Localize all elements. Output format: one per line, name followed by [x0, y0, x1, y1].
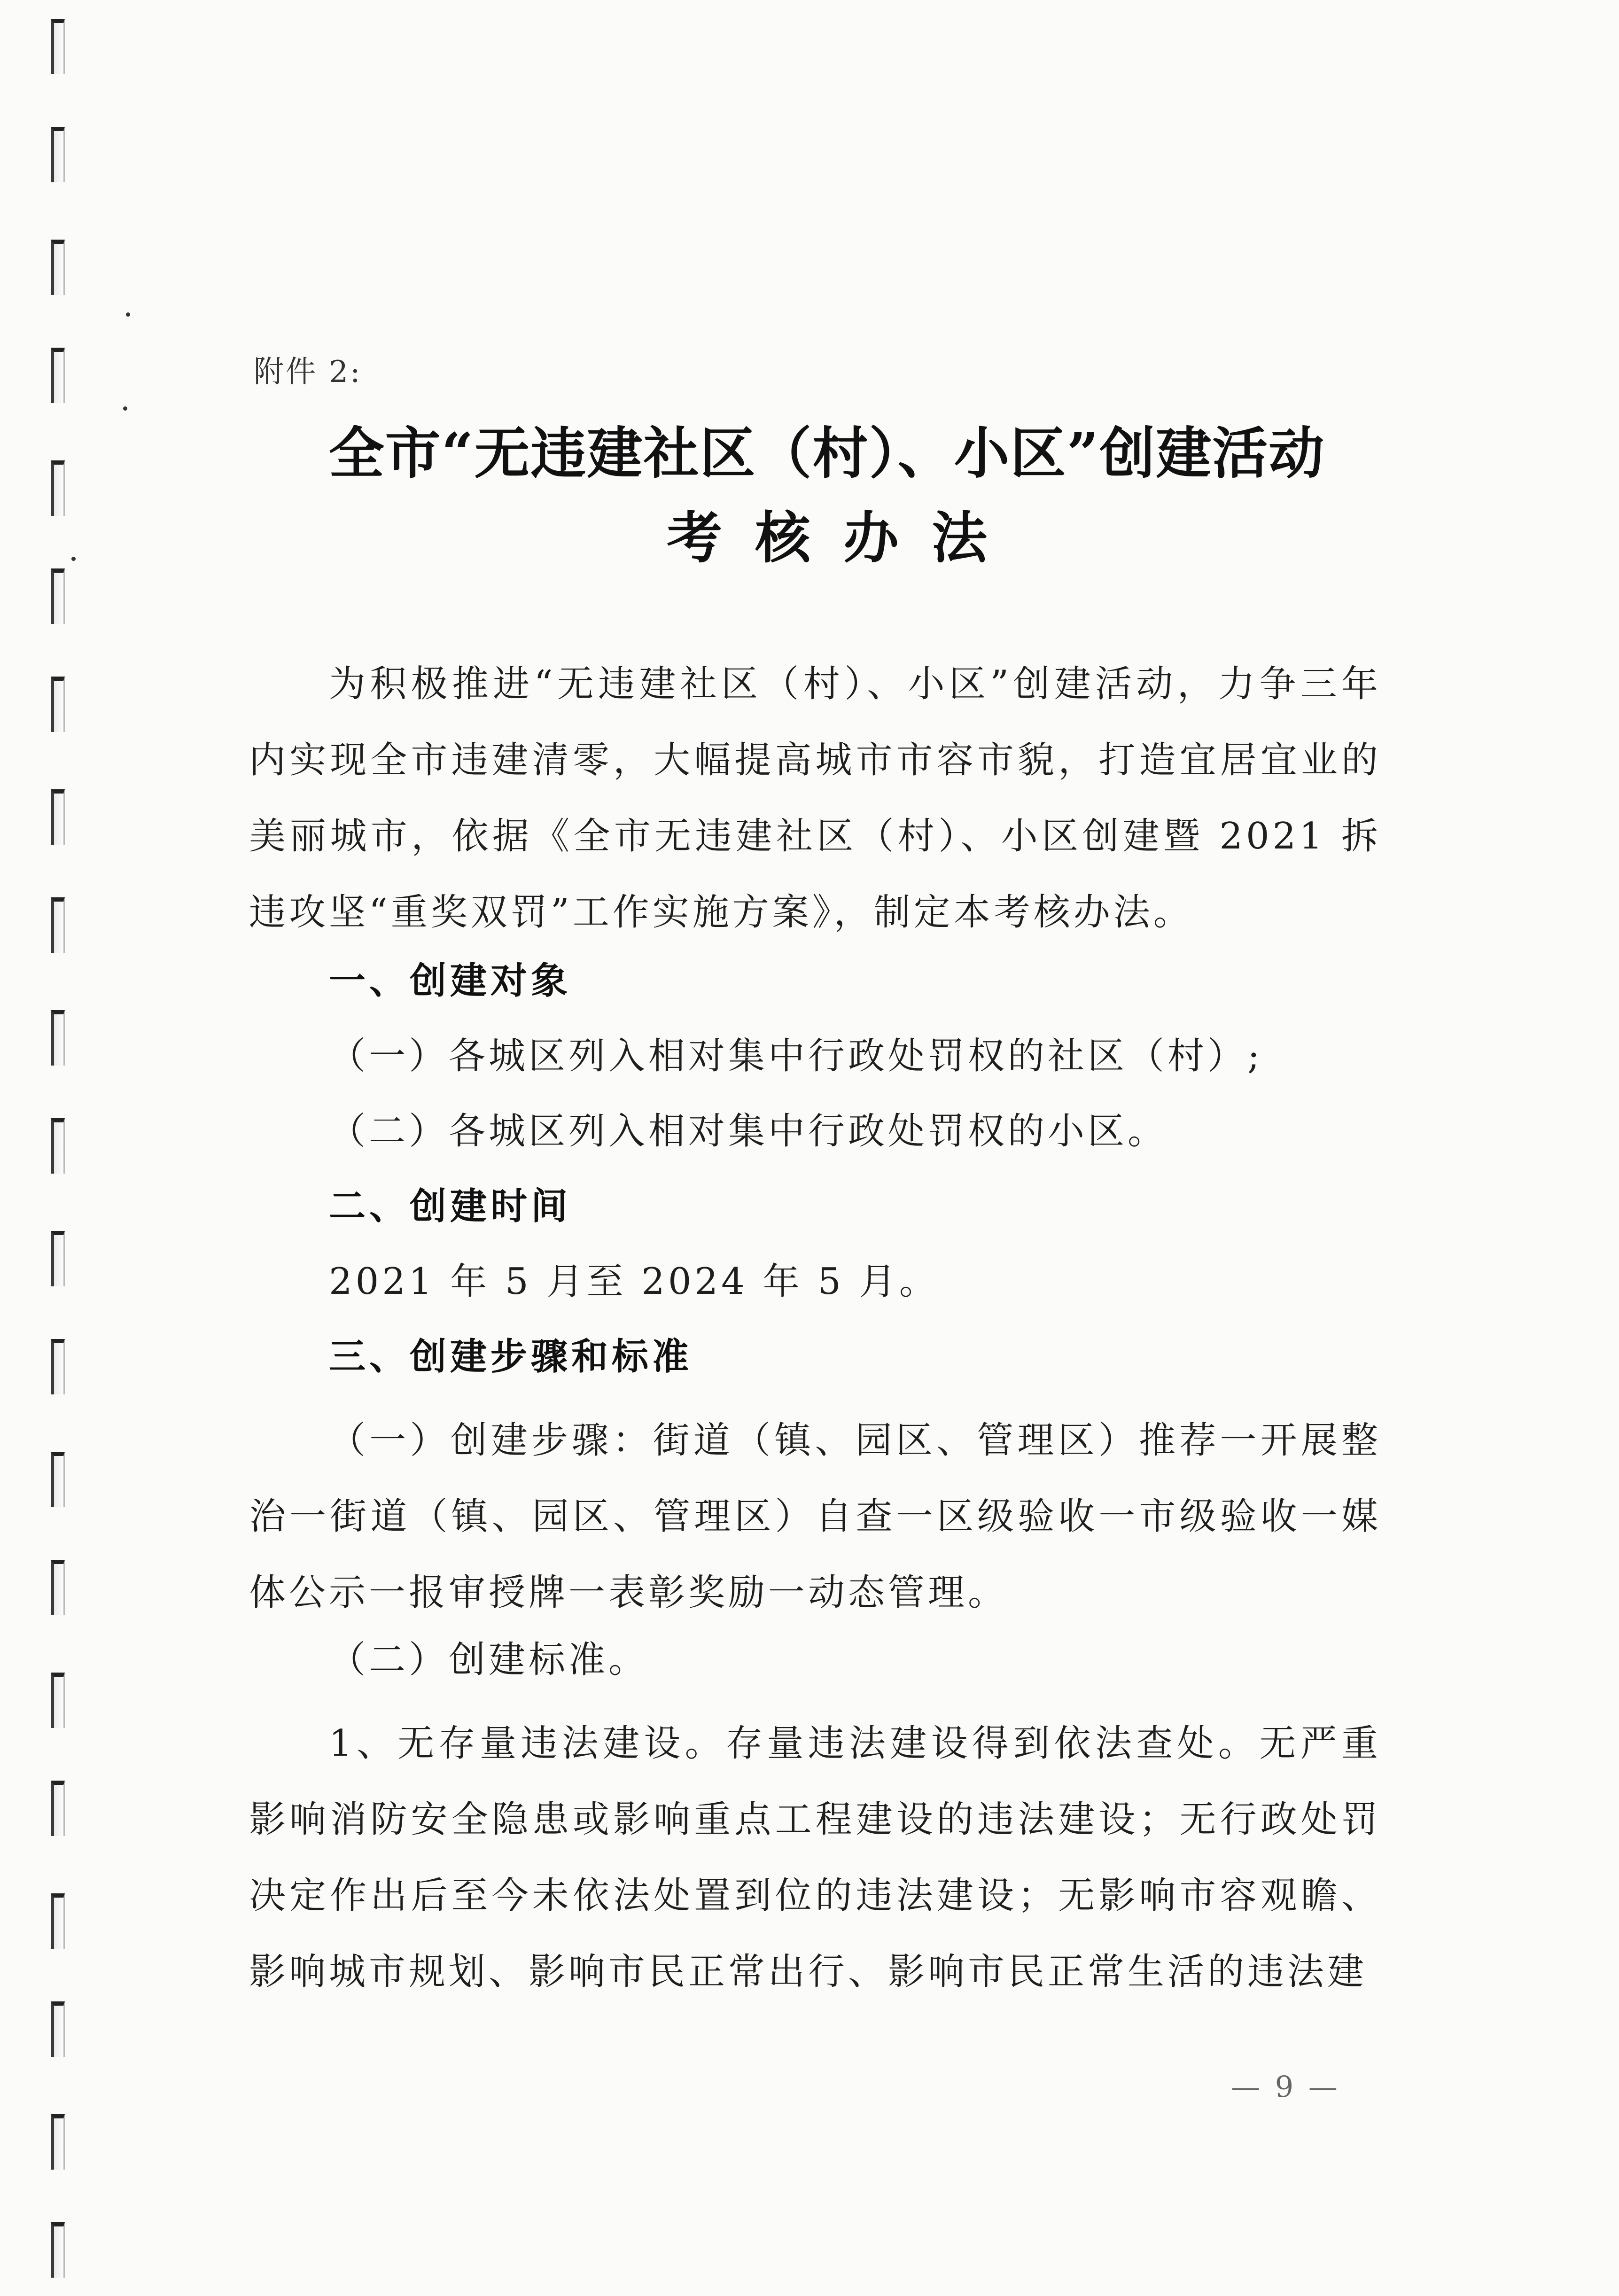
- target-item-residential: （二）各城区列入相对集中行政处罚权的小区。: [329, 1110, 1168, 1152]
- binding-mark: [51, 19, 65, 74]
- binding-mark: [51, 1010, 65, 1066]
- binding-mark: [51, 1452, 65, 1507]
- binding-mark: [51, 1560, 65, 1615]
- scan-speck: [123, 406, 127, 411]
- binding-mark: [51, 1339, 65, 1394]
- standard-item-1: 1、无存量违法建设。存量违法建设得到依法查处。无严重影响消防安全隐患或影响重点工程建设的违法建设；无行政处罚决定作出后至今未依法处置到位的违法建设；无影响市容观瞻、影响城市规划、影响市民正常出行、影响市民正常生活的违法建: [249, 1722, 1381, 1993]
- binding-mark: [51, 2222, 65, 2278]
- standards-heading: （二）创建标准。: [329, 1639, 649, 1681]
- binding-mark: [51, 568, 65, 624]
- document-title-line1: 全市“无违建社区（村）、小区”创建活动: [328, 420, 1325, 486]
- binding-mark: [51, 1781, 65, 1836]
- attachment-label: 附件 2:: [254, 355, 362, 389]
- section-heading-period: 二、创建时间: [329, 1185, 572, 1228]
- binding-mark: [51, 460, 65, 516]
- scan-speck: [71, 557, 76, 561]
- scan-speck: [126, 312, 130, 317]
- binding-mark: [51, 897, 65, 953]
- binding-mark: [51, 1231, 65, 1286]
- binding-mark: [51, 1893, 65, 1949]
- binding-mark: [51, 789, 65, 845]
- section-heading-targets: 一、创建对象: [329, 960, 572, 1002]
- binding-mark: [51, 2001, 65, 2057]
- section-heading-steps-standards: 三、创建步骤和标准: [329, 1336, 693, 1378]
- page-number: — 9 —: [1231, 2070, 1340, 2104]
- binding-mark: [51, 348, 65, 403]
- target-item-community: （一）各城区列入相对集中行政处罚权的社区（村）;: [329, 1035, 1263, 1077]
- binding-mark: [51, 2114, 65, 2170]
- steps-paragraph: （一）创建步骤：街道（镇、园区、管理区）推荐一开展整治一街道（镇、园区、管理区）自查一区级验收一市级验收一媒体公示一报审授牌一表彰奖励一动态管理。: [249, 1419, 1381, 1614]
- binding-mark: [51, 1673, 65, 1728]
- period-text: 2021 年 5 月至 2024 年 5 月。: [329, 1261, 939, 1303]
- binding-mark: [51, 677, 65, 732]
- binding-mark: [51, 240, 65, 295]
- document-title-line2: 考核办法: [666, 505, 1020, 570]
- binding-mark: [51, 127, 65, 182]
- binding-mark: [51, 1118, 65, 1174]
- intro-paragraph: 为积极推进“无违建社区（村）、小区”创建活动，力争三年内实现全市违建清零，大幅提高城市市容市貌，打造宜居宜业的美丽城市，依据《全市无违建社区（村）、小区创建暨 2021 拆违攻坚“重奖双罚”工作实施方案》，制定本考核办法。: [249, 663, 1381, 934]
